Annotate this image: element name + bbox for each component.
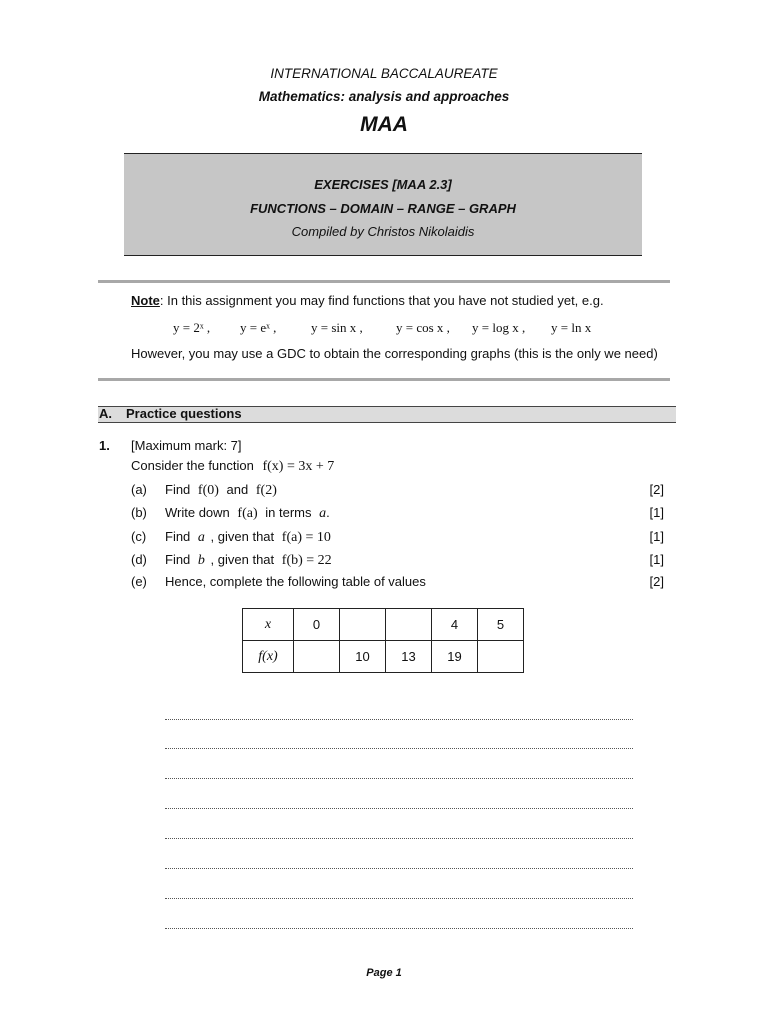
part-math: a <box>197 530 205 545</box>
table-cell[interactable]: 19 <box>432 641 478 673</box>
part-math: f(2) <box>255 483 277 498</box>
answer-line[interactable] <box>165 808 633 809</box>
part-math: f(b) = 22 <box>281 553 332 568</box>
exercise-subtitle: FUNCTIONS – DOMAIN – RANGE – GRAPH <box>250 201 516 216</box>
part-math: f(a) <box>237 506 258 521</box>
part-phrase: Write down <box>165 505 230 520</box>
table-cell[interactable] <box>478 641 524 673</box>
table-cell[interactable]: 10 <box>340 641 386 673</box>
table-row-header: f(x) <box>243 641 294 673</box>
note-footer: However, you may use a GDC to obtain the corresponding graphs (this is the only we need) <box>131 346 658 361</box>
part-text <box>165 552 332 569</box>
table-cell[interactable]: 5 <box>478 609 524 641</box>
part-text <box>165 482 277 499</box>
note-line <box>131 293 604 308</box>
title-box <box>124 153 642 256</box>
exercise-title: EXERCISES [MAA 2.3] <box>314 177 452 192</box>
part-math: f(a) = 10 <box>281 530 331 545</box>
part-phrase: , given that <box>210 552 275 567</box>
intro-text: Consider the function <box>131 458 254 473</box>
header-code: MAA <box>360 113 408 136</box>
values-table <box>242 608 524 673</box>
part-mark: [1] <box>649 529 664 544</box>
part-phrase: , given that <box>210 529 275 544</box>
header-course: Mathematics: analysis and approaches <box>258 89 510 104</box>
part-math: f(0) <box>197 483 219 498</box>
part-phrase: in terms <box>265 505 312 520</box>
part-mark: [2] <box>649 574 664 589</box>
question-intro <box>131 458 334 475</box>
part-phrase: . <box>326 505 330 520</box>
table-row <box>243 609 524 641</box>
part-label: (e) <box>131 574 147 589</box>
function-example: y = sin x , <box>311 320 363 335</box>
part-text <box>165 505 330 522</box>
answer-line[interactable] <box>165 928 633 929</box>
divider-bottom <box>98 378 670 381</box>
answer-line[interactable] <box>165 868 633 869</box>
part-label: (d) <box>131 552 147 567</box>
answer-line[interactable] <box>165 898 633 899</box>
part-text: Hence, complete the following table of values <box>165 574 426 589</box>
part-phrase: Find <box>165 482 191 497</box>
table-cell[interactable]: 0 <box>294 609 340 641</box>
answer-line[interactable] <box>165 748 633 749</box>
table-cell[interactable] <box>294 641 340 673</box>
question-number: 1. <box>99 438 110 453</box>
table-cell[interactable]: 4 <box>432 609 478 641</box>
answer-line[interactable] <box>165 719 633 720</box>
page-number: Page 1 <box>366 967 402 979</box>
part-math: b <box>197 553 205 568</box>
table-cell[interactable]: 13 <box>386 641 432 673</box>
answer-line[interactable] <box>165 778 633 779</box>
part-math: a <box>319 506 327 521</box>
header-institution: INTERNATIONAL BACCALAUREATE <box>270 66 498 81</box>
function-example: y = cos x , <box>396 320 450 335</box>
part-label: (c) <box>131 529 147 544</box>
part-mark: [1] <box>649 552 664 567</box>
function-example: y = ln x <box>551 320 592 335</box>
note-label: Note <box>131 293 160 308</box>
part-mark: [1] <box>649 505 664 520</box>
divider-top <box>98 280 670 283</box>
exercise-author: Compiled by Christos Nikolaidis <box>291 224 475 239</box>
part-phrase: Find <box>165 529 191 544</box>
part-label: (a) <box>131 482 147 497</box>
intro-math: f(x) = 3x + 7 <box>262 459 335 474</box>
part-mark: [2] <box>649 482 664 497</box>
table-cell[interactable] <box>386 609 432 641</box>
function-example: y = eˣ , <box>240 320 277 335</box>
section-title: Practice questions <box>126 406 242 421</box>
function-example: y = log x , <box>472 320 526 335</box>
note-text: : In this assignment you may find functions that you have not studied yet, e.g. <box>159 293 604 308</box>
part-text <box>165 529 331 546</box>
answer-line[interactable] <box>165 838 633 839</box>
table-row-header: x <box>243 609 294 641</box>
part-phrase: and <box>226 482 249 497</box>
part-label: (b) <box>131 505 147 520</box>
table-cell[interactable] <box>340 609 386 641</box>
max-mark: [Maximum mark: 7] <box>131 438 242 453</box>
section-letter: A. <box>99 406 112 421</box>
function-example: y = 2ˣ , <box>173 320 211 335</box>
table-row <box>243 641 524 673</box>
part-phrase: Find <box>165 552 191 567</box>
